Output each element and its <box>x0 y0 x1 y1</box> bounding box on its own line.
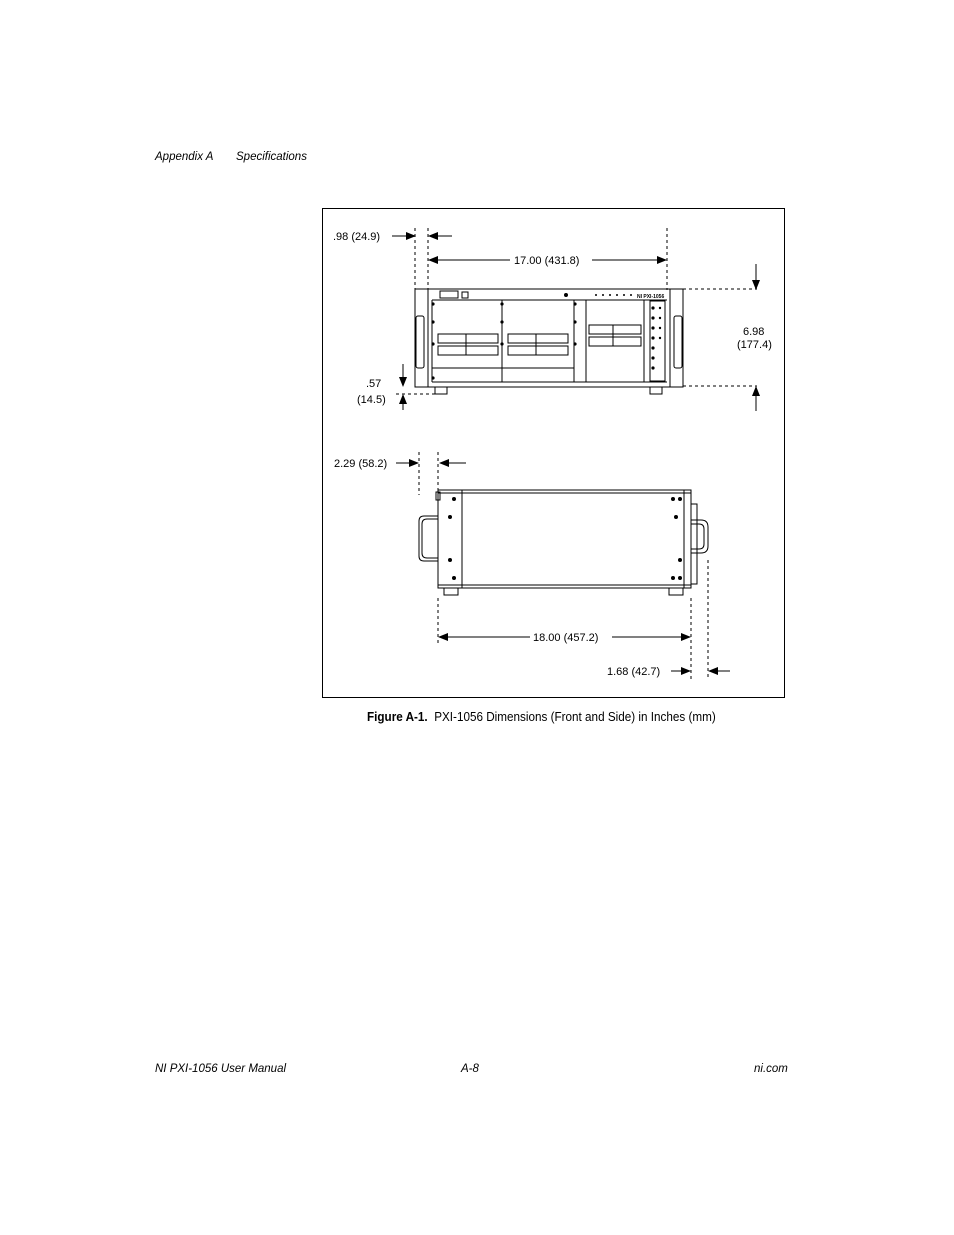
side-view <box>396 452 730 680</box>
dim-front-left-offset: .98 (24.9) <box>333 231 381 243</box>
footer-manual: NI PXI-1056 User Manual <box>155 1063 287 1075</box>
header-section: Specifications <box>236 151 307 163</box>
dim-foot-height-in: .57 <box>366 378 382 390</box>
header-appendix: Appendix A <box>155 151 214 163</box>
dim-foot-height-mm: (14.5) <box>357 394 386 406</box>
dim-side-depth: 18.00 (457.2) <box>533 632 599 644</box>
figure-caption-label: Figure A-1. <box>367 709 428 724</box>
footer-site: ni.com <box>754 1063 788 1075</box>
dim-side-handle-offset: 2.29 (58.2) <box>334 458 388 470</box>
dim-front-height-mm: (177.4) <box>737 339 772 351</box>
dim-front-width: 17.00 (431.8) <box>514 255 580 267</box>
dim-side-rear-handle: 1.68 (42.7) <box>607 666 661 678</box>
dim-front-height-in: 6.98 <box>743 326 765 338</box>
side-panel-screws <box>448 497 682 580</box>
device-model-label: NI PXI-1056 <box>637 294 665 300</box>
footer-page: A-8 <box>461 1063 479 1075</box>
figure-caption <box>367 709 716 724</box>
figure-caption-text: PXI-1056 Dimensions (Front and Side) in Inches (mm) <box>434 709 716 724</box>
